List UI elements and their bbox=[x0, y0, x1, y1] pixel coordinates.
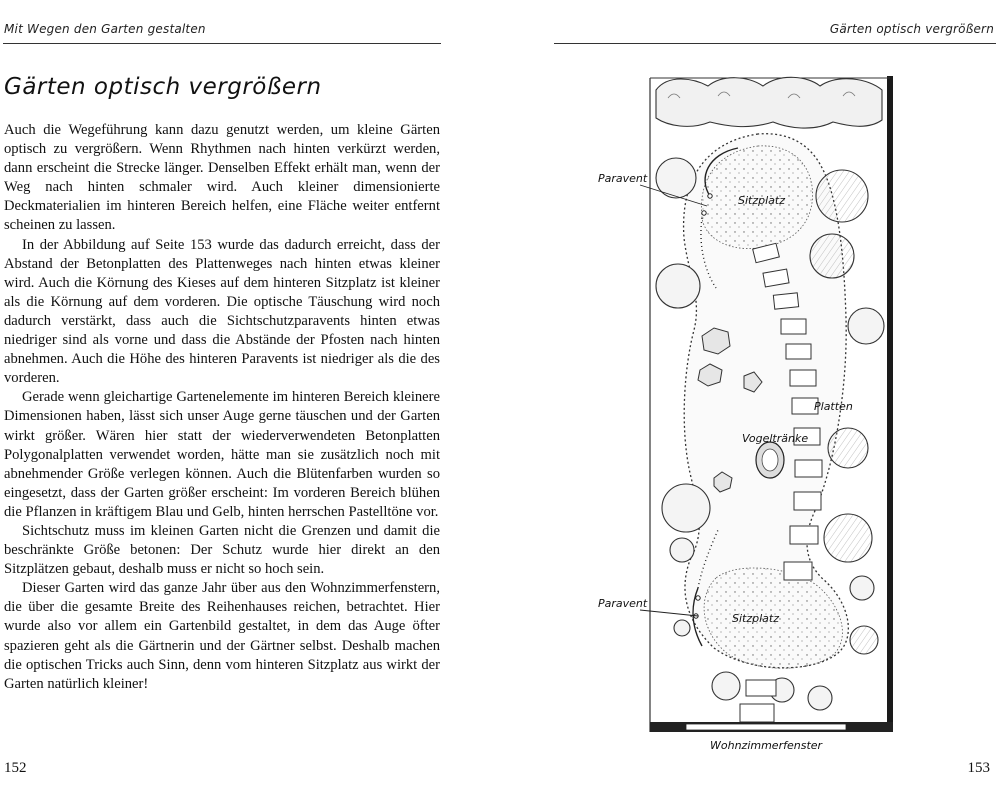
label-sitzplatz-top: Sitzplatz bbox=[738, 194, 785, 207]
body-text bbox=[4, 121, 440, 694]
header-rule-left bbox=[3, 43, 441, 44]
bird-bath-icon bbox=[756, 442, 784, 478]
paragraph-1: Auch die Wegeführung kann dazu genutzt werden, um kleine Gärten optisch zu vergrößern. Wenn Rhythmen nach hinten verkürzt werden, dann erscheint die Strecke länger. Denselben Effekt erhält man, wenn der Weg nach hinten schmaler wird. Auch kleiner dimensionierte Deckmaterialien im hinteren Bereich helfen, eine Fläche weiter entfernt scheinen zu lassen. bbox=[4, 122, 440, 234]
terrace-steps bbox=[740, 680, 776, 722]
chapter-title: Gärten optisch vergrößern bbox=[4, 74, 322, 100]
page-number-left: 152 bbox=[4, 760, 27, 776]
header-rule-right bbox=[554, 43, 996, 44]
back-hedge bbox=[656, 77, 882, 128]
running-head-right: Gärten optisch vergrößern bbox=[829, 22, 994, 36]
label-sitzplatz-bottom: Sitzplatz bbox=[732, 612, 779, 625]
label-paravent-top: Paravent bbox=[598, 172, 648, 185]
paragraph-2: In der Abbildung auf Seite 153 wurde das dadurch erreicht, dass der Abstand der Betonplatten des Plattenweges nach hinten etwas kleiner wird. Auch die Körnung des Kieses auf dem hinteren Sitzplatz ist kleiner als die Körnung auf dem vorderen. Die optische Täuschung wird noch dadurch verstärkt, dass auch die Sichtschutzparavents hinten etwas niedriger sind als vorne und dass die Abstände der Pfosten nach hinten abnehmen. Auch die Höhe des hinteren Paravents ist niedriger als die des vorderen. bbox=[4, 236, 440, 387]
label-wohnzimmerfenster: Wohnzimmerfenster bbox=[710, 739, 823, 752]
label-vogeltraenke: Vogeltränke bbox=[742, 432, 809, 445]
running-head-left: Mit Wegen den Garten gestalten bbox=[4, 22, 206, 36]
label-paravent-bottom: Paravent bbox=[598, 597, 648, 610]
paragraph-5: Dieser Garten wird das ganze Jahr über aus den Wohnzimmerfenstern, die über die gesamte Breite des Reihenhauses reichen, betrachtet. Hier wurde also vor allem ein Gartenbild gestaltet, in dem das Auge öfter spazieren geht als die Gärtnerin und der Gärtner selbst. Deshalb machen die optischen Tricks auch Sinn, denn vom hinteren Sitzplatz aus wirkt der Garten natürlich kleiner! bbox=[4, 580, 440, 692]
page-number-right: 153 bbox=[967, 760, 990, 776]
right-page bbox=[550, 0, 1000, 800]
paragraph-4: Sichtschutz muss im kleinen Garten nicht die Grenzen und damit die beschränkte Größe betonen: Der Schutz wurde hier direkt an den Sitzplätzen gebaut, deshalb muss er nicht so hoch sein. bbox=[4, 522, 440, 578]
house-wall bbox=[650, 722, 893, 732]
left-page bbox=[0, 0, 445, 800]
garden-plan-illustration bbox=[598, 68, 912, 752]
label-platten: Platten bbox=[814, 400, 853, 413]
paragraph-3: Gerade wenn gleichartige Gartenelemente im hinteren Bereich kleinere Dimensionen haben, lässt sich unser Auge gerne täuschen und der Garten wirkt größer. Wären hier statt der wiederverwendeten Betonplatten Polygonalplatten verwendet worden, hätte man sie zusätzlich noch mit abnehmender Größe verlegen können. Auch die Blütenfarben wurden so eingesetzt, dass der Garten größer erscheint: Im vorderen Bereich blühen die Pflanzen in kräftigem Blau und Gelb, hinten herrschen Pastelltöne vor. bbox=[4, 389, 440, 520]
